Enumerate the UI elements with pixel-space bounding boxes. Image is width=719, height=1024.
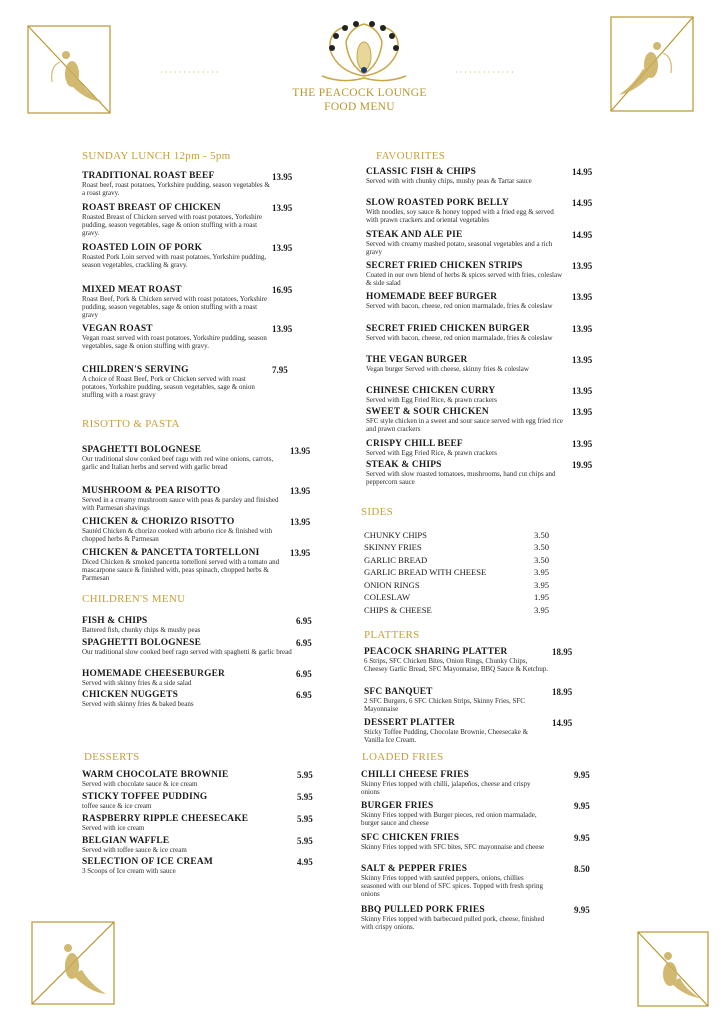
- section-title-loaded: LOADED FRIES: [362, 751, 444, 763]
- item-price: 14.95: [572, 230, 593, 240]
- item-name: VEGAN ROAST: [82, 324, 153, 334]
- side-item-name: SKINNY FRIES: [364, 542, 422, 552]
- side-item-name: CHIPS & CHEESE: [364, 605, 432, 615]
- item-desc: Roast Beef, Pork & Chicken served with roast potatoes, Yorkshire pudding, season vegetables, sage & onion stuffing with a roast gravy: [82, 295, 268, 320]
- item-name: SECRET FRIED CHICKEN BURGER: [366, 324, 530, 334]
- section-title-desserts: DESSERTS: [84, 751, 140, 763]
- menu-item: [361, 770, 546, 796]
- item-price: 6.95: [296, 690, 312, 700]
- item-desc: Served with skinny fries & baked beans: [82, 700, 194, 708]
- item-price: 13.95: [290, 548, 311, 558]
- section-title-platters: PLATTERS: [364, 629, 420, 641]
- item-desc: Served with bacon, cheese, red onion marmalade, fries & coleslaw: [366, 302, 553, 310]
- venue-title: THE PEACOCK LOUNGE: [292, 87, 427, 99]
- item-desc: Skinny Fries topped with barbecued pulled pork, cheese, finished with crispy onions.: [361, 915, 545, 932]
- section-title-sunday: SUNDAY LUNCH 12pm - 5pm: [82, 150, 231, 162]
- item-name: SECRET FRIED CHICKEN STRIPS: [366, 261, 523, 271]
- menu-item: [364, 647, 549, 673]
- menu-item: [366, 407, 566, 433]
- item-desc: 2 SFC Burgers, 6 SFC Chicken Strips, Skinny Fries, SFC Mayonnaise: [364, 697, 525, 714]
- menu-item: [82, 517, 287, 543]
- item-price: 14.95: [552, 718, 573, 728]
- menu-item: [82, 285, 272, 320]
- item-price: 5.95: [297, 836, 313, 846]
- menu-item: [366, 261, 566, 287]
- menu-item: [366, 167, 566, 185]
- item-name: SALT & PEPPER FRIES: [361, 864, 468, 874]
- item-desc: Vegan burger Served with cheese, skinny fries & coleslaw: [366, 365, 529, 373]
- item-desc: Served with Egg Fried Rice, & prawn crackers: [366, 396, 498, 404]
- item-name: PEACOCK SHARING PLATTER: [364, 647, 508, 657]
- item-name: CHILLI CHEESE FRIES: [361, 770, 470, 780]
- item-name: THE VEGAN BURGER: [366, 355, 468, 365]
- item-price: 19.95: [572, 460, 593, 470]
- item-name: SFC BANQUET: [364, 687, 433, 697]
- item-price: 16.95: [272, 285, 293, 295]
- item-desc: Roast beef, roast potatoes, Yorkshire pudding, season vegetables & a roast gravy.: [82, 181, 270, 198]
- item-desc: Roasted Breast of Chicken served with roast potatoes, Yorkshire pudding, season vegetables, sage & onion stuffing with a roast gravy.: [82, 213, 263, 238]
- item-name: BURGER FRIES: [361, 801, 434, 811]
- item-price: 13.95: [272, 172, 293, 182]
- item-name: HOMEMADE BEEF BURGER: [366, 292, 498, 302]
- menu-item: [366, 324, 566, 342]
- item-desc: Our traditional slow cooked beef ragu served with spaghetti & garlic bread: [82, 648, 292, 656]
- item-name: CRISPY CHILL BEEF: [366, 439, 463, 449]
- menu-item: [366, 198, 566, 224]
- item-desc: 6 Strips, SFC Chicken Bites, Onion Rings, Chunky Chips, Cheesey Garlic Bread, SFC Mayonnaise, BBQ Sauce & Ketchup.: [364, 657, 549, 674]
- item-price: 14.95: [572, 198, 593, 208]
- menu-item: [366, 460, 566, 486]
- side-item-price: 3.50: [534, 542, 550, 552]
- item-name: SELECTION OF ICE CREAM: [82, 857, 213, 867]
- item-name: BBQ PULLED PORK FRIES: [361, 905, 485, 915]
- item-name: CLASSIC FISH & CHIPS: [366, 167, 477, 177]
- item-desc: Our traditional slow cooked beef ragu with red wine onions, carrots, garlic and Italian herbs and served with garlic bread: [82, 455, 274, 472]
- item-price: 13.95: [272, 203, 293, 213]
- item-price: 7.95: [272, 365, 288, 375]
- item-name: CHILDREN'S SERVING: [82, 365, 189, 375]
- item-desc: Served with creamy mashed potato, seasonal vegetables and a rich gravy: [366, 240, 553, 257]
- menu-item: [82, 324, 272, 350]
- section-title-sides: SIDES: [361, 506, 394, 518]
- item-desc: Served with bacon, cheese, red onion marmalade, fries & coleslaw: [366, 334, 553, 342]
- item-name: BELGIAN WAFFLE: [82, 836, 170, 846]
- side-item-price: 3.50: [534, 555, 550, 565]
- item-name: MIXED MEAT ROAST: [82, 285, 182, 295]
- item-desc: Skinny Fries topped with SFC bites, SFC mayonnaise and cheese: [361, 843, 545, 851]
- item-name: HOMEMADE CHEESEBURGER: [82, 669, 226, 679]
- item-name: CHINESE CHICKEN CURRY: [366, 386, 496, 396]
- item-desc: Served with toffee sauce & ice cream: [82, 846, 187, 854]
- item-name: SFC CHICKEN FRIES: [361, 833, 460, 843]
- side-item-name: COLESLAW: [364, 592, 411, 602]
- side-item-price: 1.95: [534, 592, 550, 602]
- item-price: 13.95: [572, 292, 593, 302]
- item-desc: Served with skinny fries & a side salad: [82, 679, 192, 687]
- item-price: 5.95: [297, 814, 313, 824]
- side-item-name: GARLIC BREAD: [364, 555, 428, 565]
- item-price: 13.95: [290, 446, 311, 456]
- menu-item: [82, 770, 292, 788]
- corner-ornament-top-right: [607, 13, 697, 115]
- item-price: 13.95: [572, 355, 593, 365]
- corner-ornament-bottom-right: [634, 928, 712, 1010]
- menu-item: [366, 355, 566, 373]
- item-name: SPAGHETTI BOLOGNESE: [82, 638, 202, 648]
- menu-item: [361, 864, 546, 899]
- item-desc: Skinny Fries topped with Burger pieces, red onion marmalade, burger sauce and cheese: [361, 811, 537, 828]
- menu-item: [82, 203, 272, 238]
- menu-item: [82, 638, 292, 656]
- item-desc: A choice of Roast Beef, Pork or Chicken served with roast potatoes, Yorkshire pudding, season vegetables, sage & onion stuffing with a roast gravy: [82, 375, 255, 400]
- item-price: 13.95: [272, 324, 293, 334]
- item-desc: SFC style chicken in a sweet and sour sauce served with egg fried rice and prawn crackers: [366, 417, 563, 434]
- menu-item: [82, 486, 287, 512]
- item-price: 13.95: [572, 407, 593, 417]
- item-price: 4.95: [297, 857, 313, 867]
- item-name: STEAK AND ALE PIE: [366, 230, 463, 240]
- item-price: 13.95: [572, 261, 593, 271]
- item-price: 13.95: [272, 243, 293, 253]
- side-item-name: CHUNKY CHIPS: [364, 530, 427, 540]
- item-price: 13.95: [572, 439, 593, 449]
- header-dots-right: ·············: [455, 68, 516, 77]
- item-price: 14.95: [572, 167, 593, 177]
- item-name: CHICKEN & PANCETTA TORTELLONI: [82, 548, 260, 558]
- menu-item: [364, 718, 549, 744]
- corner-ornament-bottom-left: [28, 918, 118, 1008]
- item-name: STEAK & CHIPS: [366, 460, 442, 470]
- item-name: SLOW ROASTED PORK BELLY: [366, 198, 509, 208]
- item-desc: Served with slow roasted tomatoes, mushrooms, hand cut chips and peppercorn sauce: [366, 470, 556, 487]
- menu-item: [366, 386, 566, 404]
- menu-item: [364, 687, 549, 713]
- item-price: 13.95: [572, 386, 593, 396]
- item-desc: Served in a creamy mushroom sauce with peas & parsley and finished with Parmesan shavings: [82, 496, 279, 513]
- item-desc: 3 Scoops of Ice cream with sauce: [82, 867, 176, 875]
- side-item-name: GARLIC BREAD WITH CHEESE: [364, 567, 487, 577]
- item-desc: Diced Chicken & smoked pancetta tortelloni served with a tomato and mascarpone sauce & finished with, peas spinach, chopped herbs & Parmesan: [82, 558, 280, 583]
- item-price: 6.95: [296, 638, 312, 648]
- side-item-price: 3.95: [534, 605, 550, 615]
- item-price: 9.95: [574, 801, 590, 811]
- side-item-price: 3.95: [534, 567, 550, 577]
- item-price: 8.50: [574, 864, 590, 874]
- item-desc: Sticky Toffee Pudding, Chocolate Brownie, Cheesecake & Vanilla Ice Cream.: [364, 728, 529, 745]
- menu-item: [82, 792, 292, 810]
- menu-item: [361, 801, 546, 827]
- peacock-logo: [318, 14, 410, 86]
- item-price: 9.95: [574, 833, 590, 843]
- item-desc: Roasted Pork Loin served with roast potatoes, Yorkshire pudding, season vegetables, crackling & gravy.: [82, 253, 267, 270]
- item-name: FISH & CHIPS: [82, 616, 148, 626]
- menu-item: [82, 690, 292, 708]
- item-desc: toffee sauce & ice cream: [82, 802, 152, 810]
- item-desc: Coated in our own blend of herbs & spices served with fries, coleslaw & side salad: [366, 271, 563, 288]
- item-name: TRADITIONAL ROAST BEEF: [82, 171, 215, 181]
- menu-item: [82, 669, 292, 687]
- section-title-risotto: RISOTTO & PASTA: [82, 418, 180, 430]
- item-desc: Vegan roast served with roast potatoes, Yorkshire pudding, season vegetables, sage & onion stuffing with gravy.: [82, 334, 267, 351]
- side-item-name: ONION RINGS: [364, 580, 420, 590]
- item-desc: Battered fish, chunky chips & mushy peas: [82, 626, 201, 634]
- item-price: 5.95: [297, 792, 313, 802]
- item-price: 18.95: [552, 687, 573, 697]
- item-desc: Served with with chunky chips, mushy peas & Tartar sauce: [366, 177, 532, 185]
- menu-item: [82, 616, 292, 634]
- side-item-price: 3.50: [534, 530, 550, 540]
- header-dots-left: ·············: [160, 68, 221, 77]
- item-price: 6.95: [296, 616, 312, 626]
- section-title-favourites: FAVOURITES: [376, 150, 446, 162]
- menu-item: [361, 905, 546, 931]
- menu-item: [82, 365, 272, 400]
- item-name: SWEET & SOUR CHICKEN: [366, 407, 489, 417]
- menu-item: [82, 814, 292, 832]
- item-desc: Skinny Fries topped with sautéed peppers, onions, chillies seasoned with our blend of SFC spices. Topped with fresh spring onions: [361, 874, 543, 899]
- item-price: 13.95: [572, 324, 593, 334]
- item-desc: With noodles, soy sauce & honey topped with a fried egg & served with prawn crackers and oriental vegetables: [366, 208, 554, 225]
- item-desc: Served with ice cream: [82, 824, 145, 832]
- item-name: ROASTED LOIN OF PORK: [82, 243, 203, 253]
- item-desc: Served with Egg Fried Rice, & prawn crackers: [366, 449, 498, 457]
- item-desc: Skinny Fries topped with chilli, jalapeños, cheese and crispy onions: [361, 780, 531, 797]
- item-price: 6.95: [296, 669, 312, 679]
- side-item-price: 3.95: [534, 580, 550, 590]
- menu-item: [361, 833, 546, 851]
- item-price: 13.95: [290, 517, 311, 527]
- item-name: STICKY TOFFEE PUDDING: [82, 792, 208, 802]
- item-name: DESSERT PLATTER: [364, 718, 456, 728]
- menu-item: [366, 230, 566, 256]
- item-price: 5.95: [297, 770, 313, 780]
- section-title-children: CHILDREN'S MENU: [82, 593, 186, 605]
- item-name: CHICKEN & CHORIZO RISOTTO: [82, 517, 235, 527]
- item-name: WARM CHOCOLATE BROWNIE: [82, 770, 229, 780]
- item-price: 18.95: [552, 647, 573, 657]
- menu-item: [82, 548, 287, 583]
- menu-item: [366, 292, 566, 310]
- menu-item: [82, 857, 292, 875]
- item-desc: Sautéd Chicken & chorizo cooked with arborio rice & finished with chopped herbs & Parmesan: [82, 527, 273, 544]
- menu-item: [82, 445, 287, 471]
- menu-title: FOOD MENU: [324, 101, 395, 113]
- menu-item: [82, 243, 272, 269]
- item-price: 13.95: [290, 486, 311, 496]
- menu-item: [82, 171, 272, 197]
- menu-item: [366, 439, 566, 457]
- item-name: ROAST BREAST OF CHICKEN: [82, 203, 221, 213]
- item-name: MUSHROOM & PEA RISOTTO: [82, 486, 221, 496]
- item-name: RASPBERRY RIPPLE CHEESECAKE: [82, 814, 249, 824]
- item-price: 9.95: [574, 770, 590, 780]
- item-name: SPAGHETTI BOLOGNESE: [82, 445, 202, 455]
- menu-item: [82, 836, 292, 854]
- item-desc: Served with chocolate sauce & ice cream: [82, 780, 198, 788]
- item-price: 9.95: [574, 905, 590, 915]
- item-name: CHICKEN NUGGETS: [82, 690, 178, 700]
